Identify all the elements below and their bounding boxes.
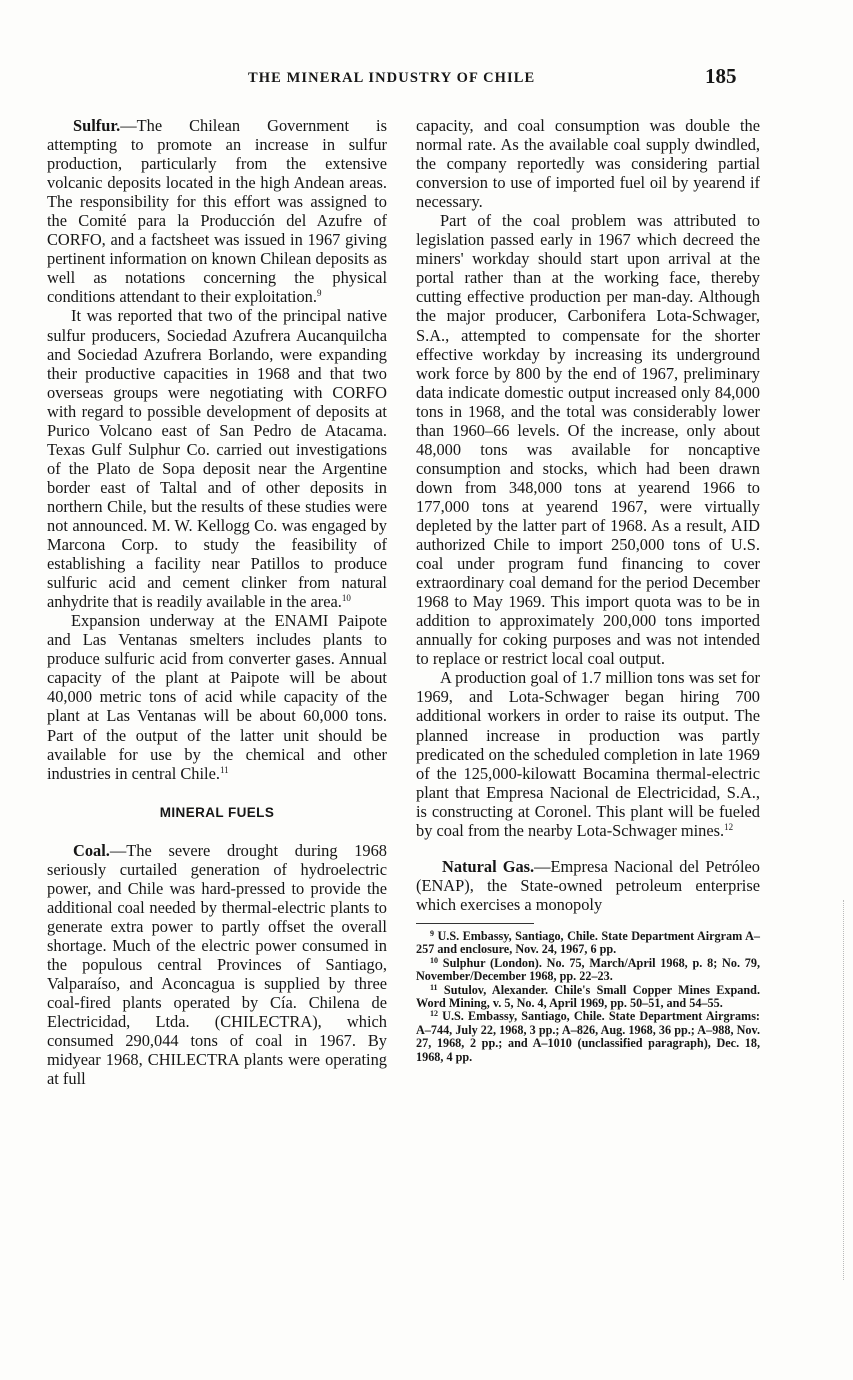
footnote-ref-11: 11 (219, 764, 229, 775)
footnote-text: U.S. Embassy, Santiago, Chile. State Department Airgram A–257 and enclosure, Nov. 24, 1967, 6 pp. (416, 928, 760, 957)
sulfur-paragraph-2-text: It was reported that two of the principal native sulfur producers, Sociedad Azufrera Aucanquilcha and Sociedad Azufrera Borlando, were expanding their productive capacities in 1968 and that two overseas groups were negotiating with CORFO with regard to possible development of deposits at Purico Volcano east of San Pedro de Atacama. Texas Gulf Sulphur Co. carried out investigations of the Plato de Sopa deposit near the Argentine border east of Taltal and of other deposits in northern Chile, but the results of these studies were not announced. M. W. Kellogg Co. was engaged by Marcona Corp. to study the feasibility of establishing a facility near Patillos to produce sulfuric acid and cement clinker from natural anhydrite that is readily available in the area. (47, 306, 387, 612)
footnote (416, 1010, 760, 1064)
footnote-ref-10: 10 (341, 593, 351, 604)
page-header (0, 64, 853, 90)
coal-paragraph-1-text: —The severe drought during 1968 seriously curtailed generation of hydroelectric power, and Chile was hard-pressed to provide the additional coal needed by thermal-electric plants to generate extra power to partly offset the overall shortage. Much of the electric power consumed in the populous central Provinces of Santiago, Valparaíso, and Aconcagua is supplied by three coal-fired plants operated by Cía. Chilena de Electricidad, Ltda. (CHILECTRA), which consumed 290,044 tons of coal in 1967. By midyear 1968, CHILECTRA plants were operating at full (47, 840, 387, 1089)
footnotes (416, 930, 760, 1064)
sulfur-paragraph-1-text: —The Chilean Government is attempting to promote an increase in sulfur production, particularly from the extensive volcanic deposits located in the high Andean areas. The responsibility for this effort was assigned to the Comité para la Producción del Azufre of CORFO, and a factsheet was issued in 1967 giving pertinent information on known Chilean deposits as well as notations concerning the physical conditions attendant to their exploitation. (47, 116, 387, 307)
footnote (416, 957, 760, 984)
page-number: 185 (705, 64, 737, 88)
footnote-text: Sutulov, Alexander. Chile's Small Copper Mines Expand. Word Mining, v. 5, No. 4, April 1969, pp. 50–51, and 54–55. (416, 982, 761, 1010)
coal-paragraph-3-text: A production goal of 1.7 million tons was set for 1969, and Lota-Schwager began hiring 700 additional workers in order to raise its output. The planned increase in production was partly predicated on the scheduled completion in late 1969 of the 125,000-kilowatt Bocamina thermal-electric plant that Empresa Nacional de Electricidad, S.A., is constructing at Coronel. This plant will be fueled by coal from the nearby Lota-Schwager mines. (416, 668, 760, 840)
footnote-mark: 10 (430, 955, 438, 965)
footnote (416, 984, 760, 1011)
footnote-text: U.S. Embassy, Santiago, Chile. State Department Airgrams: A–744, July 22, 1968, 3 pp.; A–826, Aug. 1968, 36 pp.; A–988, Nov. 27, 1968, 2 pp.; and A–1010 (unclassified paragraph), Dec. 18, 1968, 4 pp. (416, 1009, 760, 1064)
footnote-ref-9: 9 (316, 288, 322, 299)
footnote-divider (416, 923, 534, 924)
sulfur-paragraph-2 (47, 306, 387, 611)
section-heading-mineral-fuels: MINERAL FUELS (159, 804, 275, 820)
scan-edge-mark (843, 900, 845, 1280)
footnote-mark: 12 (430, 1009, 438, 1019)
sulfur-runin-heading: Sulfur. (73, 116, 121, 135)
coal-paragraph-3 (416, 668, 760, 839)
right-column (416, 116, 760, 1064)
left-column (47, 116, 387, 1088)
natural-gas-runin-heading: Natural Gas. (442, 856, 535, 876)
coal-runin-heading: Coal. (73, 840, 110, 860)
footnote-ref-12: 12 (724, 821, 734, 832)
natural-gas-paragraph (416, 857, 760, 914)
running-title: THE MINERAL INDUSTRY OF CHILE (248, 70, 536, 86)
sulfur-paragraph-3-text: Expansion underway at the ENAMI Paipote and Las Ventanas smelters includes plants to produce sulfuric acid from converter gases. Annual capacity of the plant at Paipote will be about 40,000 metric tons of acid while capacity of the plant at Las Ventanas will be about 60,000 tons. Part of the output of the latter unit should be available for use by the chemical and other industries in central Chile. (47, 611, 387, 783)
footnote-text: Sulphur (London). No. 75, March/April 1968, p. 8; No. 79, November/December 1968, pp. 22–23. (416, 955, 761, 984)
footnote-mark: 9 (430, 928, 434, 938)
footnote-mark: 11 (430, 982, 438, 992)
sulfur-paragraph-1 (47, 116, 387, 306)
coal-paragraph-1-continued: capacity, and coal consumption was double the normal rate. As the available coal supply dwindled, the company reportedly was considering partial conversion to use of imported fuel oil by yearend if necessary. (416, 116, 760, 212)
natural-gas-paragraph-text: —Empresa Nacional del Petróleo (ENAP), the State-owned petroleum enterprise which exercises a monopoly (416, 856, 760, 914)
coal-paragraph-2: Part of the coal problem was attributed to legislation passed early in 1967 which decreed the miners' workday should start upon arrival at the portal rather than at the working face, thereby cutting effective production per man-day. Although the major producer, Carbonifera Lota-Schwager, S.A., attempted to compensate for the shorter effective workday by increasing its underground work force by 800 by the end of 1967, preliminary data indicate domestic output increased only 84,000 tons in 1968, and the total was considerably lower than 1960–66 levels. Of the increase, only about 48,000 tons was available for noncaptive consumption and stocks, which had been drawn down from 348,000 tons at yearend 1966 to 177,000 tons at yearend 1967, were virtually depleted by the latter part of 1968. As a result, AID authorized Chile to import 250,000 tons of U.S. coal under program fund financing to cover extraordinary coal demand for the period December 1968 to May 1969. This import quota was to be in addition to approximately 200,000 tons imported annually for coking purposes and was not intended to replace or restrict local coal output. (416, 211, 760, 669)
sulfur-paragraph-3 (47, 611, 387, 782)
coal-paragraph-1 (47, 841, 387, 1089)
footnote (416, 930, 760, 957)
